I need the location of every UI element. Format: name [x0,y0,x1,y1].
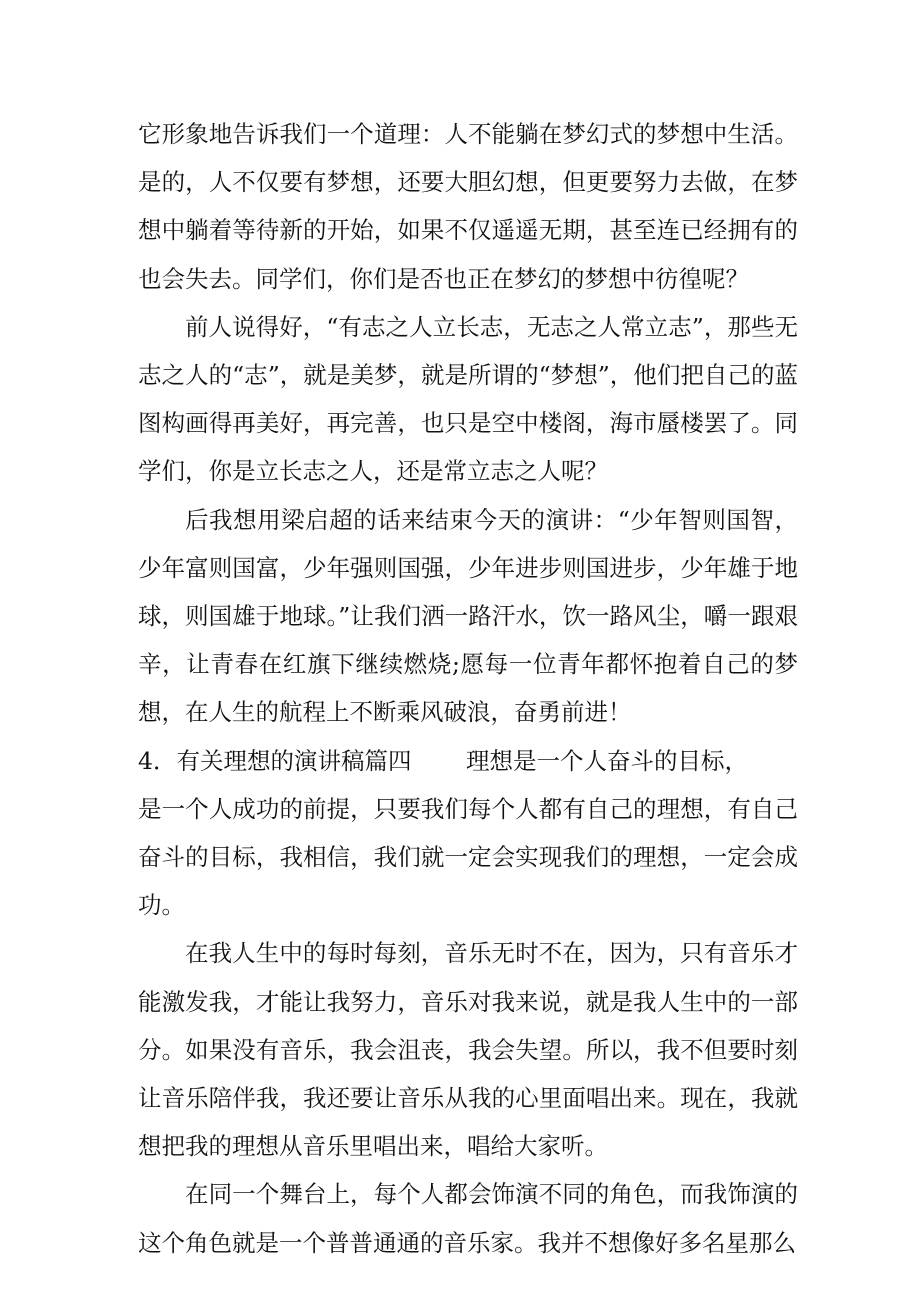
section-heading-line [138,737,748,785]
section-heading: 4．有关理想的演讲稿篇四 [138,746,412,775]
document-body [138,110,798,1267]
paragraph-5: 在我人生中的每时每刻，音乐无时不在，因为，只有音乐才能激发我，才能让我努力，音乐对我来说，就是我人生中的一部分。如果没有音乐，我会沮丧，我会失望。所以，我不但要时刻让音乐陪伴我，我还要让音乐从我的心里面唱出来。现在，我就想把我的理想从音乐里唱出来，唱给大家听。 [138,939,798,1161]
paragraph-2: 前人说得好，“有志之人立长志，无志之人常立志”，那些无志之人的“志”，就是美梦，就是所谓的“梦想”，他们把自己的蓝图构画得再美好，再完善，也只是空中楼阁，海市蜃楼罢了。同学们，你是立长志之人，还是常立志之人呢？ [138,312,798,486]
paragraph-3: 后我想用梁启超的话来结束今天的演讲：“少年智则国智，少年富则国富，少年强则国强，少年进步则国进步，少年雄于地球，则国雄于地球。”让我们洒一路汗水，饮一路风尘，嚼一跟艰辛，让青春在红旗下继续燃烧;愿每一位青年都怀抱着自己的梦想，在人生的航程上不断乘风破浪，奋勇前进！ [138,505,798,727]
section-lead-text: 理想是一个人奋斗的目标， [466,746,748,775]
paragraph-4: 是一个人成功的前提，只要我们每个人都有自己的理想，有自己奋斗的目标，我相信，我们就一定会实现我们的理想，一定会成功。 [138,794,798,920]
paragraph-1: 它形象地告诉我们一个道理：人不能躺在梦幻式的梦想中生活。是的，人不仅要有梦想，还要大胆幻想，但更要努力去做，在梦想中躺着等待新的开始，如果不仅遥遥无期，甚至连已经拥有的也会失去。同学们，你们是否也正在梦幻的梦想中彷徨呢？ [138,120,798,293]
paragraph-6: 在同一个舞台上，每个人都会饰演不同的角色，而我饰演的这个角色就是一个普普通通的音乐家。我并不想像好多名星那么 [138,1180,798,1257]
